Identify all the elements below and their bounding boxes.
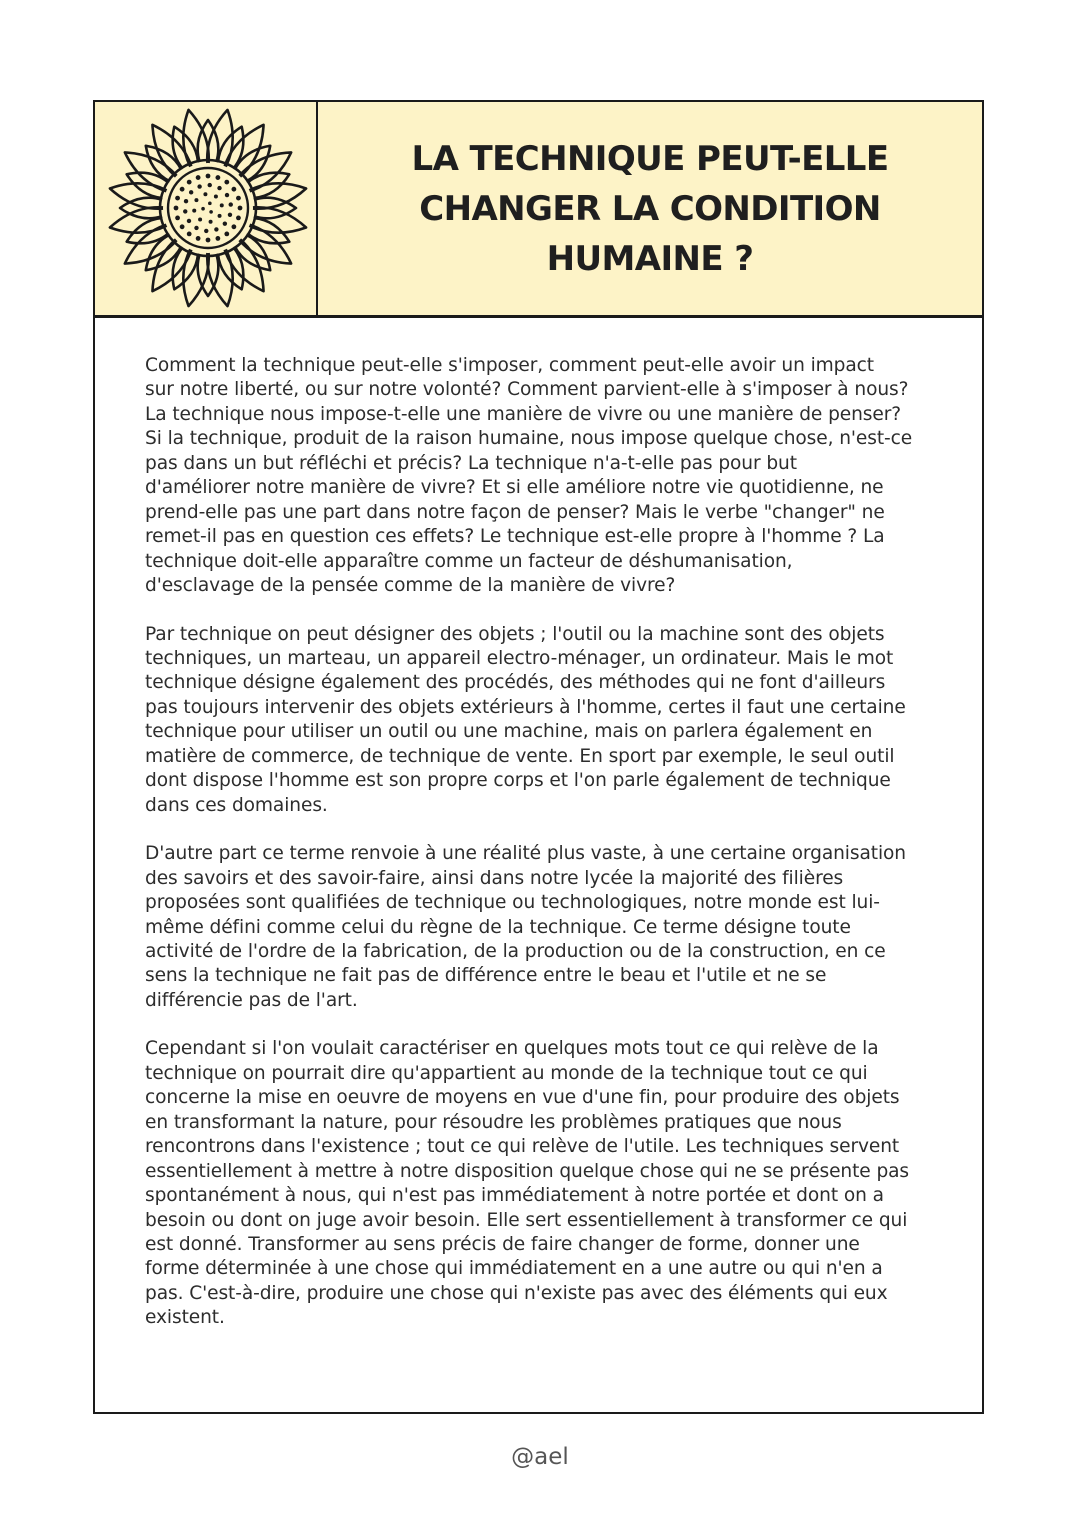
paragraph-2: Par technique on peut désigner des objets ; l'outil ou la machine sont des objets techniques, un marteau, un appareil electro-ménager, un ordinateur. Mais le mot technique désigne également des procédés, des méthodes qui ne font d'ailleurs pas toujours intervenir des objets extérieurs à l'homme, certes il faut une certaine technique pour utiliser un outil ou une machine, mais on parlera également en matière de commerce, de technique de vente. En sport par exemple, le seul outil dont dispose l'homme est son propre corps et l'on parle également de technique dans ces domaines.: [145, 623, 906, 816]
logo-cell: [95, 102, 318, 315]
title-cell: [318, 102, 982, 315]
document-sheet: [93, 100, 984, 1414]
header-banner: [95, 102, 982, 318]
paragraph-3: D'autre part ce terme renvoie à une réalité plus vaste, à une certaine organisation des savoirs et des savoir-faire, ainsi dans notre lycée la majorité des filières proposées sont qualifiées de technique ou technologiques, notre monde est lui- même défini comme celui du règne de la technique. Ce terme désigne toute activité de l'ordre de la fabrication, de la production ou de la construction, en ce sens la technique ne fait pas de différence entre le beau et l'utile et ne se différencie pas de l'art.: [145, 843, 906, 1011]
author-credit: @ael: [511, 1444, 569, 1470]
paragraph-4: Cependant si l'on voulait caractériser en quelques mots tout ce qui relève de la technique on pourrait dire qu'appartient au monde de la technique tout ce qui concerne la mise en oeuvre de moyens en vue d'une fin, pour produire des objets en transformant la nature, pour résoudre les problèmes pratiques que nous rencontrons dans l'existence ; tout ce qui relève de l'utile. Les techniques servent essentiellement à mettre à notre disposition quelque chose qui ne se présente pas spontanément à nous, qui n'est pas immédiatement à notre portée et dont on a besoin ou dont on juge avoir besoin. Elle sert essentiellement à transformer ce qui est donné. Transformer au sens précis de faire changer de forme, donner une forme déterminée à une chose qui immédiatement en a une autre ou qui n'en a pas. C'est-à-dire, produire une chose qui n'existe pas avec des éléments qui eux existent.: [145, 1038, 910, 1329]
sunflower-icon: [102, 102, 314, 314]
paragraph-1: Comment la technique peut-elle s'imposer, comment peut-elle avoir un impact sur notre liberté, ou sur notre volonté? Comment parvient-elle à s'imposer à nous? La technique nous impose-t-elle une manière de vivre ou une manière de penser? Si la technique, produit de la raison humaine, nous impose quelque chose, n'est-ce pas dans un but réfléchi et précis? La technique n'a-t-elle pas pour but d'améliorer notre manière de vivre? Et si elle améliore notre vie quotidienne, ne prend-elle pas une part dans notre façon de penser? Mais le verbe "changer" ne remet-il pas en question ces effets? Le technique est-elle propre à l'homme ? La technique doit-elle apparaître comme un facteur de déshumanisation, d'esclavage de la pensée comme de la manière de vivre?: [145, 355, 913, 597]
body-text: [145, 354, 977, 1355]
page-title: LA TECHNIQUE PEUT-ELLE CHANGER LA CONDITION HUMAINE ?: [411, 138, 889, 279]
